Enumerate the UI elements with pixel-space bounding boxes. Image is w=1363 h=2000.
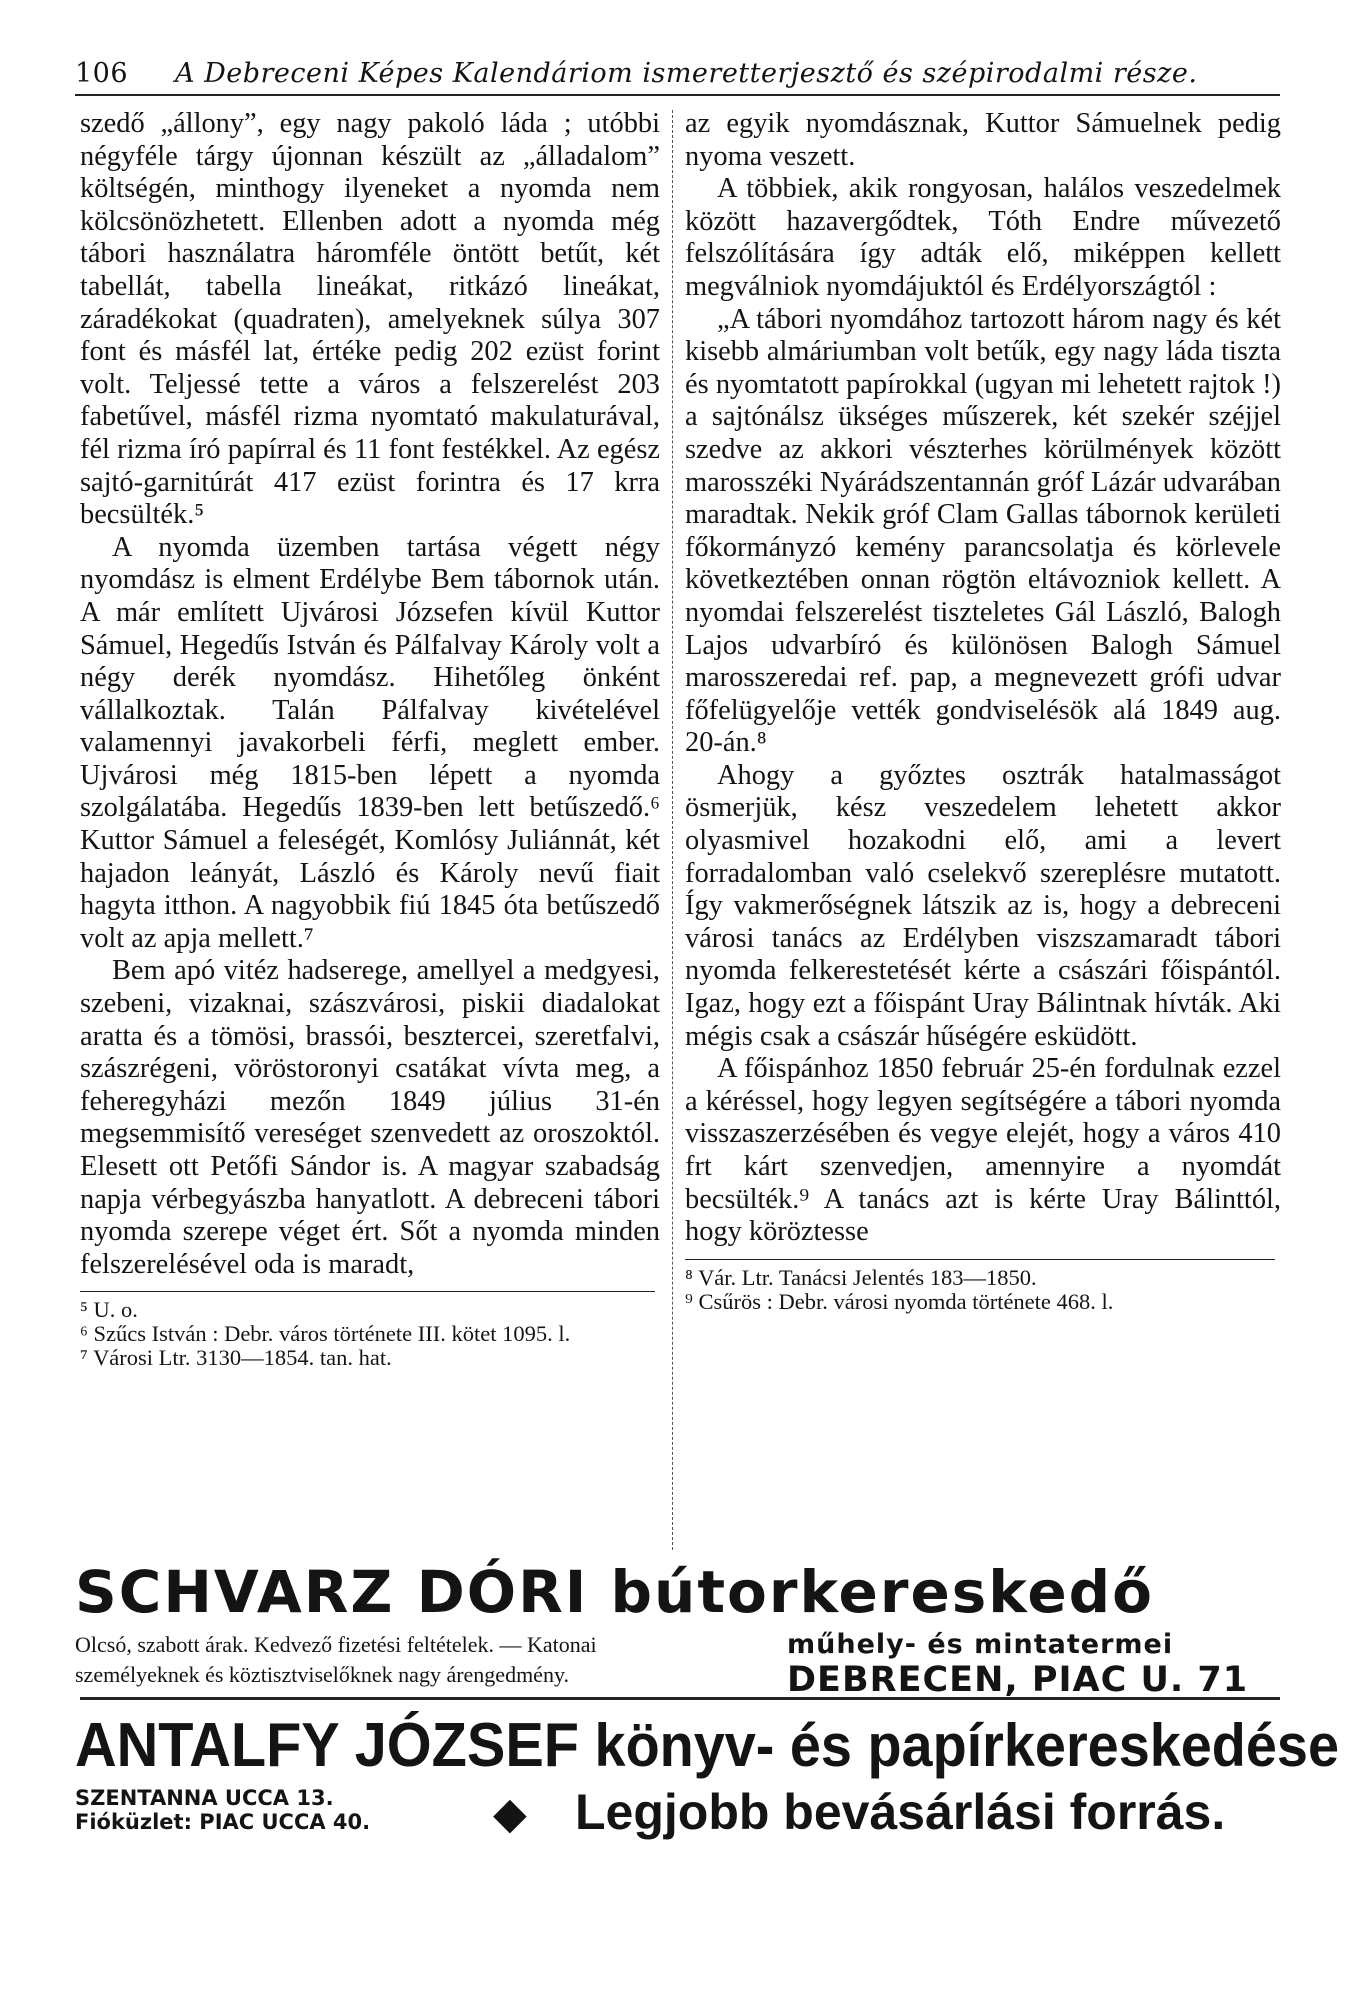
left-column [80,108,660,1370]
advertisement-schvarz [75,1560,1285,1700]
ad-schvarz-line1: Olcsó, szabott árak. Kedvező fizetési feltételek. — Katonai [75,1632,597,1657]
footnote-rule [80,1291,655,1292]
ad-schvarz-workshop: műhely- és mintatermei [787,1629,1174,1660]
right-paragraph-4: Ahogy a győztes osztrák hatalmasságot ösmerjük, kész veszedelem lehetett akkor olyasmivel hozakodni elő, ami a levert forradalomban való cselekvő szereplésre mutatott. Így vakmerőségnek látszik az is, hogy a debreceni városi tanács az Erdélyben viszszamaradt tábori nyomda felkerestetését kérte a császári főispántól. Igaz, hogy ezt a főispánt Uray Bálintnak hívták. Aki mégis csak a császár hűségére esküdött. [685,759,1281,1052]
footnote-6: ⁶ Szűcs István : Debr. város története III. kötet 1095. l. [80,1321,571,1347]
left-paragraph-2: A nyomda üzemben tartása végett négy nyomdász is elment Erdélybe Bem tábornok után. A már említett Ujvárosi Józsefen kívül Kuttor Sámuel, Hegedűs István és Pálfalvay Károly volt a négy derék nyomdász. Hihetőleg önként vállalkoztak. Talán Pálfalvay kivételével valamennyi javakorbeli férfi, meglett ember. Ujvárosi még 1815-ben lépett a nyomda szolgálatába. Hegedűs 1839-ben lett betűszedő.⁶ Kuttor Sámuel a feleségét, Komlósy Juliánnát, két hajadon leányát, László és Károly nevű fiait hagyta itthon. A nagyobbik fiú 1845 óta betűszedő volt az apja mellett.⁷ [80,531,660,954]
ad-antalfy-name: ANTALFY JÓZSEF [75,1711,580,1780]
right-paragraph-1: az egyik nyomdásznak, Kuttor Sámuelnek pedig nyoma veszett. [685,108,1281,172]
footnote-9: ⁹ Csűrös : Debr. városi nyomda története 468. l. [685,1288,1114,1314]
right-paragraph-3: „A tábori nyomdához tartozott három nagy és két kisebb almáriumban volt betűk, egy nagy láda tiszta és nyomtatott papírokkal (ugyan mi lehetett rajtok !) a sajtónálsz ükséges műszerek, két szekér széjjel szedve az akkori vészterhes körülmények között marosszéki Nyárádszentannán gróf Lázár udvarában maradtak. Nekik gróf Clam Gallas tábornok kerületi főkormányzó kemény parancsolatja és körlevele következtében onnan rögtön eltávozniok kellett. A nyomdai felszerelést tiszteletes Gál László, Balogh Lajos udvarbíró és különösen Balogh Sámuel marosszeredai ref. pap, a megnevezett grófi udvar főfelügyelője vették gondviselésök alá 1849 aug. 20-án.⁸ [685,303,1281,759]
ad-schvarz-title: SCHVARZ DÓRI bútorkereskedő [75,1558,1155,1626]
left-paragraph-3: Bem apó vitéz hadserege, amellyel a medgyesi, szebeni, vizaknai, szászvárosi, piskii diadalokat aratta és a tömösi, brassói, besztercei, szeretfalvi, szászrégeni, vöröstoronyi csatákat vívta meg, a feheregyházi mezőn 1849 július 31-én megsemmisítő vereséget szenvedett az oroszoktól. Elesett ott Petőfi Sándor is. A magyar szabadság napja vérbegyászba hanyatlott. A debreceni tábori nyomda szerepe véget ért. Sőt a nyomda minden felszerelésével oda is maradt, [80,955,660,1280]
footnote-8: ⁸ Vár. Ltr. Tanácsi Jelentés 183—1850. [685,1264,1037,1290]
left-paragraph-1: szedő „állony”, egy nagy pakoló láda ; utóbbi négyféle tárgy újonnan készült az „álladalom” költségén, minthogy ilyeneket a nyomda nem kölcsönözhetett. Ellenben adott a nyomda még tábori használatra háromféle öntött betűt, két tabellát, tabella lineákat, ritkázó lineákat, záradékokat (quadraten), amelyeknek súlya 307 font és másfél lat, értéke pedig 202 ezüst forint volt. Teljessé tette a város a felszerelést 203 fabetűvel, másfél rizma nyomtató makulaturával, fél rizma író papírral és 11 font festékkel. Az egész sajtó-garnitúrát 417 ezüst forintra és 17 krra becsülték.⁵ [80,108,660,531]
page-number: 106 [75,58,129,89]
ad-separator [80,1697,1280,1700]
ad-schvarz-address: DEBRECEN, PIAC U. 71 [787,1660,1249,1700]
footnote-7: ⁷ Városi Ltr. 3130—1854. tan. hat. [80,1345,392,1371]
page-header [75,58,1280,96]
ad-antalfy-address-main: SZENTANNA UCCA 13. [75,1786,334,1810]
ad-schvarz-terms [75,1630,780,1690]
footnote-rule [685,1259,1275,1260]
right-paragraph-5: A főispánhoz 1850 február 25-én fordulnak ezzel a kéréssel, hogy legyen segítségére a tábori nyomda visszaszerzésében és vegye elejét, hogy a város 410 frt kárt szenvedjen, amennyire a nyomdát becsülték.⁹ A tanács azt is kérte Uray Bálinttól, hogy köröztesse [685,1053,1281,1248]
ad-antalfy-addresses [75,1786,370,1834]
ad-schvarz-line2: személyeknek és köztisztviselőknek nagy árengedmény. [75,1662,570,1687]
running-title: A Debreceni Képes Kalendáriom ismeretterjesztő és szépirodalmi része. [175,58,1198,89]
ad-antalfy-business: könyv- és papírkereskedése [594,1712,1339,1779]
advertisement-antalfy [75,1711,1339,1864]
right-column [685,108,1281,1314]
ad-antalfy-address-branch: Fióküzlet: PIAC UCCA 40. [75,1810,371,1834]
ad-schvarz-location [787,1630,1248,1700]
column-divider [672,110,673,1550]
ad-antalfy-details [75,1784,1285,1864]
diamond-icon: ◆ [493,1788,527,1839]
ad-antalfy-slogan: Legjobb bevásárlási forrás. [575,1784,1226,1840]
ad-schvarz-details [75,1630,1285,1700]
right-paragraph-2: A többiek, akik rongyosan, halálos veszedelmek között hazavergődtek, Tóth Endre művezető felszólítására így adták elő, miképpen kellett megválniok nyomdájuktól és Erdélyországtól : [685,173,1281,302]
ad-antalfy-title [75,1711,1339,1780]
footnote-5: ⁵ U. o. [80,1297,138,1323]
